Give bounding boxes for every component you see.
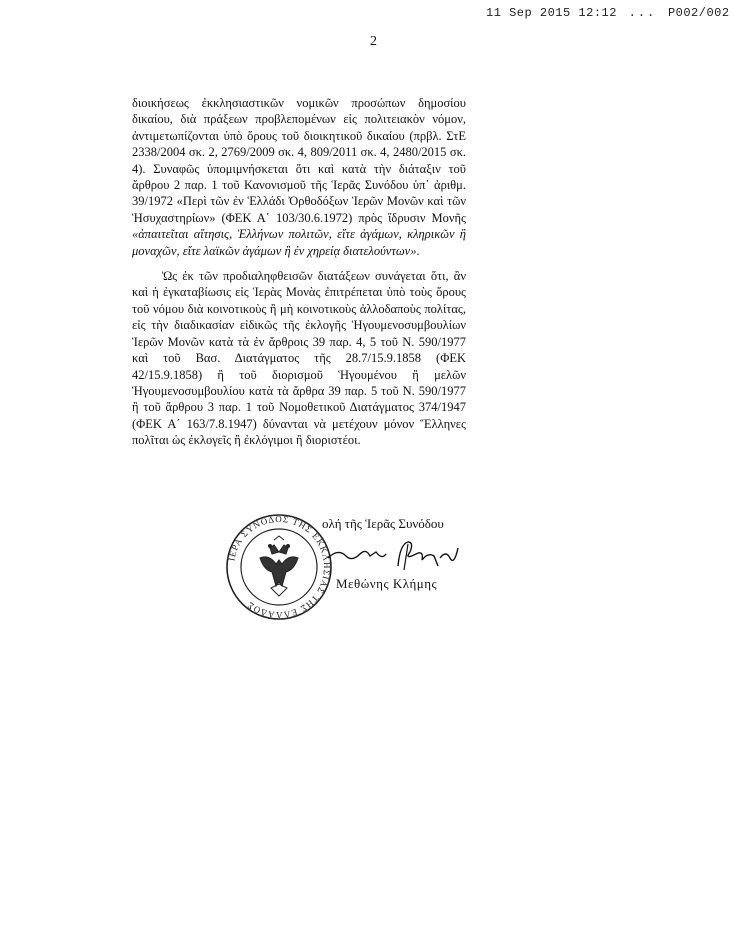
- signatory-name: Μεθώνης Κλήμης: [336, 576, 438, 591]
- paragraph-2: Ὡς ἐκ τῶν προδιαληφθεισῶν διατάξεων συνάγεται ὅτι, ἂν καὶ ἡ ἐγκαταβίωσις εἰς Ἱερὰς Μονὰς ἐπιτρέπεται ὑπὸ τοὺς ὅρους τοῦ νόμου διὰ κοινοτικοὺς ἢ μὴ κοινοτικοὺς ἀλλοδαποὺς πολίτας, εἰς τὴν διαδικασίαν εἰδικῶς τῆς ἐκλογῆς Ἡγουμενοσυμβουλίων Ἱερῶν Μονῶν κατὰ τὰ ἐν ἄρθροις 39 παρ. 4, 5 τοῦ Ν. 590/1977 καὶ τοῦ Βασ. Διατάγματος τῆς 28.7/15.9.1858 (ΦΕΚ 42/15.9.1858) ἢ τοῦ διορισμοῦ Ἡγουμένου ἢ μελῶν Ἡγουμενοσυμβουλίου κατὰ τὰ ἄρθρα 39 παρ. 5 τοῦ Ν. 590/1977 ἢ τοῦ ἄρθρου 3 παρ. 1 τοῦ Νομοθετικοῦ Διατάγματος 374/1947 (ΦΕΚ Α΄ 163/7.8.1947) δύνανται νὰ μετέχουν μόνον Ἕλληνες πολῖται ὡς ἐκλογεῖς ἢ ἐκλόγιμοι ἢ διοριστέοι.: [132, 269, 466, 448]
- fax-timestamp: 11 Sep 2015 12:12: [486, 6, 617, 20]
- quoted-provision: «ἀπαιτεῖται αἴτησις, Ἑλλήνων πολιτῶν, εἴτε ἀγάμων, κληρικῶν ἢ μοναχῶν, εἴτε λαϊκῶν ἀγάμων ἢ ἐν χηρείᾳ διατελούντων»: [132, 227, 466, 258]
- page-number: 2: [370, 34, 377, 49]
- svg-text:ΙΕΡΑ ΣΥΝΟΔΟΣ ΤΗΣ ΕΚΚΛΗΣΙΑΣ ΤΗΣ: ΙΕΡΑ ΣΥΝΟΔΟΣ ΤΗΣ ΕΚΚΛΗΣΙΑΣ ΤΗΣ ΕΛΛΑΔΟΣ: [226, 513, 333, 621]
- signature-block: [224, 512, 514, 621]
- synod-seal-icon: [224, 512, 334, 622]
- fax-page-code: P002/002: [667, 6, 730, 20]
- handwritten-signature-icon: [324, 536, 464, 576]
- paragraph-1-end: .: [416, 243, 420, 258]
- paragraph-1-text: διοικήσεως ἐκκλησιαστικῶν νομικῶν προσώπων δημοσίου δικαίου, διὰ πράξεων προβλεπομένων εἰς πολιτειακὸν νόμον, ἀντιμετωπίζονται ὑπὸ ὅρους τοῦ διοικητικοῦ δικαίου (πρβλ. ΣτΕ 2338/2004 σκ. 2, 2769/2009 σκ. 4, 809/2011 σκ. 4, 2480/2015 σκ. 4). Συναφῶς ὑπομιμνήσκεται ὅτι καὶ κατὰ τὴν διάταξιν τοῦ ἄρθρου 2 παρ. 1 τοῦ Κανονισμοῦ τῆς Ἱερᾶς Συνόδου ὑπ᾽ ἀριθμ. 39/1972 «Περὶ τῶν ἐν Ἑλλάδι Ὀρθοδόξων Ἱερῶν Μονῶν καὶ τῶν Ἡσυχαστηρίων» (ΦΕΚ Α΄ 103/30.6.1972) πρὸς ἵδρυσιν Μονῆς: [132, 96, 466, 225]
- paragraph-1: [132, 95, 466, 259]
- signature-title: ολή τῆς Ἱερᾶς Συνόδου: [322, 516, 444, 531]
- fax-separator: ...: [628, 6, 657, 20]
- document-body: [132, 95, 466, 458]
- fax-header: [486, 6, 734, 20]
